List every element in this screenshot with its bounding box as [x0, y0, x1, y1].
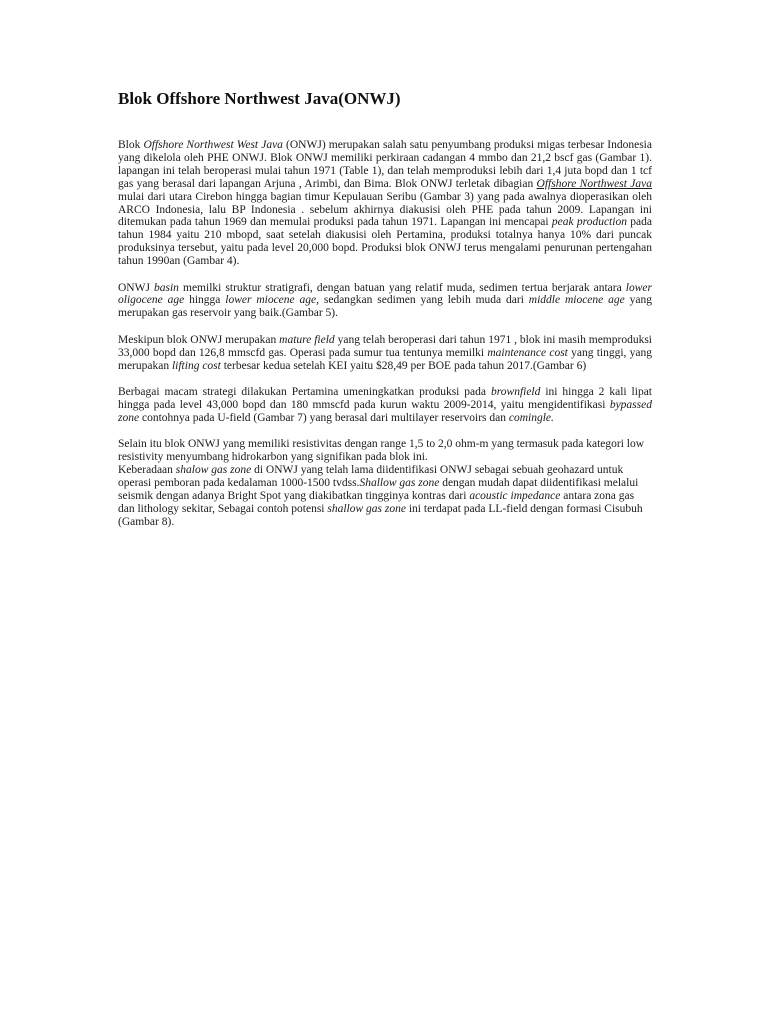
emphasis-text: Offshore Northwest Java [536, 177, 652, 190]
emphasis-text: peak production [551, 216, 627, 229]
text-run: Keberadaan [118, 464, 176, 477]
text-run: yang tinggi, yang merupakan [118, 346, 652, 372]
text-run: di ONWJ yang telah lama diidentifikasi ONWJ sebagai sebuah geohazard untuk operasi pemboran pada kedalaman 1000-1500 tvdss. [118, 464, 624, 489]
emphasis-text: mature field [279, 333, 335, 346]
emphasis-text: Shallow gas zone [359, 476, 440, 489]
text-run: sedangkan sedimen yang lebih muda dari [319, 294, 529, 307]
emphasis-text: shalow gas zone [175, 464, 252, 477]
paragraph-shallow-gas [118, 464, 652, 529]
text-run: ONWJ [118, 281, 155, 294]
text-run: pada tahun 1984 yaitu 210 mbopd, saat setelah diakusisi oleh Pertamina, produksi totalnya hanya 10% dari puncak produksinya tersebut, yaitu pada level 20,000 bopd. Produksi blok ONWJ terus mengalami penurunan pertengahan tahun 1990an (Gambar 4). [118, 216, 652, 268]
emphasis-text: Offshore Northwest West Java [143, 139, 283, 151]
paragraph-strategy [118, 386, 652, 425]
paragraph-onwj-basin [118, 282, 652, 321]
text-run: contohnya pada U-field (Gambar 7) yang berasal dari multilayer reservoirs dan [139, 411, 509, 424]
paragraph-mature-field [118, 334, 652, 373]
text-run: hingga [184, 294, 226, 307]
emphasis-text: brownfield [490, 386, 541, 398]
text-run: yang telah beroperasi dari tahun 1971 , blok ini masih memproduksi 33,000 bopd dan 126,8 mmscfd gas. Operasi pada sumur tua tentunya memilki [118, 333, 652, 359]
text-run: ini terdapat pada LL-field dengan formasi Cisubuh (Gambar 8). [118, 502, 643, 528]
emphasis-text: comingle. [508, 411, 554, 424]
text-run: mulai dari utara Cirebon hingga bagian timur Kepulauan Seribu (Gambar 3) yang pada awalnya dioperasikan oleh ARCO Indonesia, lalu BP Indonesia . sebelum akhirnya diakusisi oleh PHE pada tahun 2009. Lapangan ini ditemukan pada tahun 1969 dan memulai produksi pada tahun 1971. Lapangan ini mencapai [118, 190, 652, 229]
emphasis-text: lower miocene age, [225, 294, 319, 307]
emphasis-text: lifting cost [171, 359, 221, 372]
text-run: Selain itu blok ONWJ yang memiliki resistivitas dengan range 1,5 to 2,0 ohm-m yang termasuk pada kategori low resistivity menyumbang hidrokarbon yang signifikan pada blok ini. [118, 438, 645, 464]
text-run: Blok [118, 139, 144, 151]
text-run: Berbagai macam strategi dilakukan Pertamina umeningkatkan produksi pada [118, 386, 491, 398]
text-run: yang merupakan gas reservoir yang baik.(Gambar 5). [118, 294, 652, 320]
emphasis-text: maintenance cost [487, 346, 568, 359]
emphasis-text: middle miocene age [528, 294, 625, 307]
text-run: dengan mudah dapat diidentifikasi melalui seismik dengan adanya Bright Spot yang diakibatkan tingginya kontras dari [118, 476, 639, 502]
emphasis-text: lower oligocene age [118, 281, 652, 307]
document-title: Blok Offshore Northwest Java(ONWJ) [118, 89, 401, 108]
paragraph-onwj-overview [118, 139, 652, 268]
document-body [118, 139, 652, 542]
text-run: ini hingga 2 kali lipat hingga pada level 43,000 bopd dan 180 mmscfd pada kurun waktu 2009-2014, yaitu mengidentifikasi [118, 386, 652, 411]
emphasis-text: shallow gas zone [327, 502, 406, 515]
emphasis-text: basin [154, 281, 179, 294]
emphasis-text: acoustic impedance [469, 489, 561, 502]
text-run: memilki struktur stratigrafi, dengan batuan yang relatif muda, sedimen tertua berjarak antara [178, 281, 626, 294]
text-run: Meskipun blok ONWJ merupakan [118, 333, 280, 346]
text-run: antara zona gas dan lithology sekitar, Sebagai contoh potensi [118, 489, 635, 515]
emphasis-text: bypassed zone [118, 398, 652, 424]
text-run: (ONWJ) merupakan salah satu penyumbang produksi migas terbesar Indonesia yang dikelola oleh PHE ONWJ. Blok ONWJ memiliki perkiraan cadangan 4 mmbo dan 21,2 bscf gas (Gambar 1). lapangan ini telah beroperasi mulai tahun 1971 (Table 1), dan telah memproduksi lebih dari 1,4 juta bopd dan 1 tcf gas yang berasal dari lapangan Arjuna , Arimbi, dan Bima. Blok ONWJ terletak dibagian [118, 139, 652, 190]
text-run: terbesar kedua setelah KEI yaitu $28,49 per BOE pada tahun 2017.(Gambar 6) [220, 359, 587, 372]
paragraph-low-resistivity [118, 438, 652, 464]
